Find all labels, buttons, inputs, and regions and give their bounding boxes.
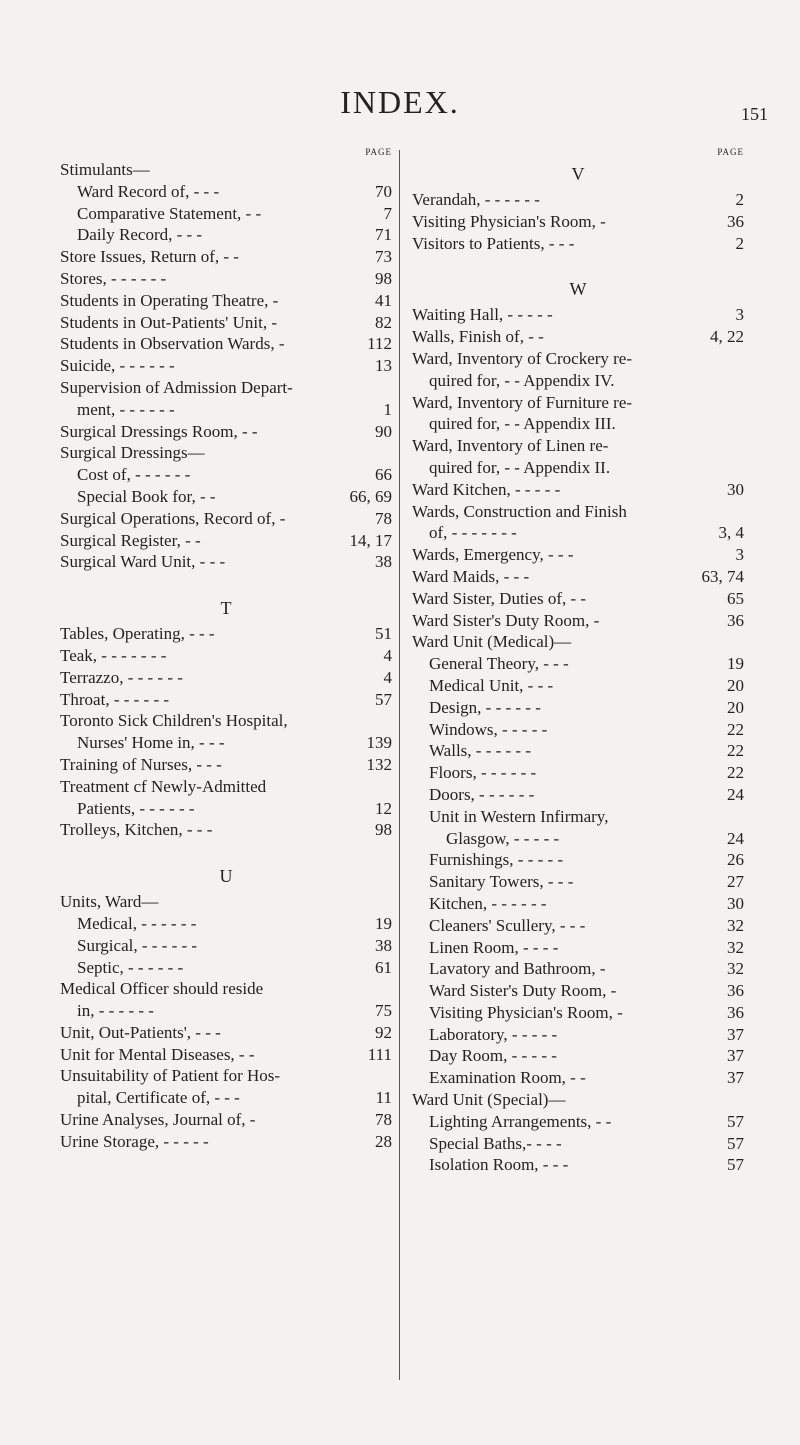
index-entry: [412, 189, 744, 211]
entry-page: 111: [367, 1044, 392, 1064]
entry-text: Urine Analyses, Journal of, -: [60, 1110, 256, 1130]
index-entry: [412, 719, 744, 741]
entry-page: 13: [375, 356, 392, 376]
page-column-label: PAGE: [717, 147, 744, 157]
entry-text: General Theory, - - -: [429, 654, 569, 674]
index-entry: [412, 413, 744, 435]
entry-page: 11: [375, 1088, 392, 1108]
index-entry: [60, 710, 392, 732]
index-entry: [412, 980, 744, 1002]
index-entry: [412, 675, 744, 697]
index-entry: [60, 377, 392, 399]
section-gap: [412, 254, 744, 274]
entry-page: 27: [727, 872, 744, 892]
index-entry: [412, 233, 744, 255]
index-entry: [60, 442, 392, 464]
entry-page: 3, 4: [718, 523, 744, 543]
index-entry: [60, 312, 392, 334]
entry-text: Day Room, - - - - -: [429, 1046, 557, 1066]
entry-text: Ward Unit (Special)—: [412, 1090, 566, 1110]
index-entry: [60, 246, 392, 268]
index-entry: [412, 653, 744, 675]
entry-page: 28: [375, 1131, 392, 1151]
index-entry: [412, 893, 744, 915]
index-entry: [412, 871, 744, 893]
index-entry: [412, 740, 744, 762]
index-entry: [60, 290, 392, 312]
section-letter: T: [220, 598, 232, 619]
entry-page: 7: [383, 203, 392, 223]
entry-text: Visiting Physician's Room, -: [429, 1002, 623, 1022]
entry-page: 36: [727, 610, 744, 630]
index-entry: [60, 798, 392, 820]
entry-text: Ward Unit (Medical)—: [412, 632, 572, 652]
entry-text: Examination Room, - -: [429, 1068, 586, 1088]
index-entry: [412, 1002, 744, 1024]
index-column-left: [60, 145, 392, 1153]
index-entry: [412, 392, 744, 414]
index-entry: [412, 1111, 744, 1133]
page-column-label: PAGE: [365, 147, 392, 157]
index-entry: [412, 915, 744, 937]
entry-page: 20: [727, 675, 744, 695]
entry-text: pital, Certificate of, - - -: [77, 1088, 240, 1108]
entry-text: Comparative Statement, - -: [77, 203, 262, 223]
index-entry: [412, 937, 744, 959]
entry-page: 98: [375, 820, 392, 840]
entry-text: Unit, Out-Patients', - - -: [60, 1022, 221, 1042]
entry-text: Surgical Ward Unit, - - -: [60, 552, 226, 572]
index-entry: [60, 1087, 392, 1109]
entry-page: 22: [727, 719, 744, 739]
entry-text: Tables, Operating, - - -: [60, 624, 215, 644]
index-entry: [412, 1133, 744, 1155]
entry-text: Medical Officer should reside: [60, 979, 264, 999]
index-column-right: [412, 145, 744, 1176]
entry-page: 3: [735, 305, 744, 325]
entry-page: 65: [727, 588, 744, 608]
index-entry: [60, 159, 392, 181]
entry-text: ment, - - - - - -: [77, 399, 175, 419]
entry-page: 32: [727, 915, 744, 935]
index-entry: [412, 211, 744, 233]
entry-text: Septic, - - - - - -: [77, 957, 184, 977]
entry-text: Ward, Inventory of Crockery re-: [412, 348, 633, 368]
index-entry: [60, 508, 392, 530]
index-entry: [412, 1089, 744, 1111]
index-entry: [60, 667, 392, 689]
entry-text: Special Baths,- - - -: [429, 1133, 562, 1153]
index-entry: [412, 326, 744, 348]
entry-page: 14, 17: [349, 530, 392, 550]
entry-page: 36: [727, 981, 744, 1001]
index-entry: [60, 486, 392, 508]
entry-page: 37: [727, 1046, 744, 1066]
index-entry: [60, 355, 392, 377]
index-entry: [60, 891, 392, 913]
index-entry: [60, 1022, 392, 1044]
entry-text: Ward Maids, - - -: [412, 566, 530, 586]
index-entry: [60, 530, 392, 552]
index-entry: [60, 1131, 392, 1153]
index-entry: [60, 333, 392, 355]
entry-page: 36: [727, 1002, 744, 1022]
entry-text: Stores, - - - - - -: [60, 268, 167, 288]
entry-text: Medical, - - - - - -: [77, 913, 197, 933]
entry-text: Ward, Inventory of Furniture re-: [412, 392, 633, 412]
entry-page: 30: [727, 893, 744, 913]
index-entry: [412, 522, 744, 544]
index-entry: [60, 754, 392, 776]
index-entry: [412, 566, 744, 588]
index-entry: [412, 697, 744, 719]
index-entry: [412, 479, 744, 501]
entry-text: Verandah, - - - - - -: [412, 190, 540, 209]
section-gap: [60, 841, 392, 861]
index-entry: [412, 348, 744, 370]
index-entry: [412, 1067, 744, 1089]
entry-page: 38: [375, 552, 392, 572]
entry-text: Walls, Finish of, - -: [412, 327, 544, 347]
entry-text: Surgical Register, - -: [60, 530, 201, 550]
entry-text: Walls, - - - - - -: [429, 741, 532, 761]
entry-page: 66, 69: [349, 486, 392, 506]
entry-text: Unit for Mental Diseases, - -: [60, 1044, 255, 1064]
index-entry: [60, 1065, 392, 1087]
entry-page: 24: [727, 784, 744, 804]
entry-page: 20: [727, 697, 744, 717]
entry-text: Visitors to Patients, - - -: [412, 233, 575, 253]
index-entry: [412, 588, 744, 610]
entry-text: Throat, - - - - - -: [60, 689, 170, 709]
index-entry: [412, 1154, 744, 1176]
entry-text: Students in Out-Patients' Unit, -: [60, 312, 277, 332]
entry-text: Units, Ward—: [60, 892, 159, 912]
entry-page: 1: [383, 399, 392, 419]
entry-text: Ward Kitchen, - - - - -: [412, 479, 561, 499]
entry-text: Floors, - - - - - -: [429, 763, 537, 783]
entry-page: 132: [366, 754, 392, 774]
entry-text: Cost of, - - - - - -: [77, 465, 191, 485]
entry-text: in, - - - - - -: [77, 1001, 154, 1021]
section-letter: V: [571, 164, 585, 184]
entry-text: Urine Storage, - - - - -: [60, 1131, 209, 1151]
entry-page: 63, 74: [701, 566, 744, 586]
entry-page: 2: [735, 233, 744, 253]
entry-text: Teak, - - - - - - -: [60, 645, 167, 665]
entry-page: 22: [727, 763, 744, 783]
entry-text: Kitchen, - - - - - -: [429, 893, 547, 913]
entry-text: Sanitary Towers, - - -: [429, 872, 574, 892]
entry-text: Trolleys, Kitchen, - - -: [60, 820, 213, 840]
entry-text: Unit in Western Infirmary,: [429, 806, 609, 826]
index-entry: [60, 776, 392, 798]
entry-text: Visiting Physician's Room, -: [412, 211, 606, 231]
entry-text: Laboratory, - - - - -: [429, 1024, 558, 1044]
entry-text: Wards, Emergency, - - -: [412, 545, 574, 565]
entry-page: 36: [727, 211, 744, 231]
entry-page: 66: [375, 465, 392, 485]
entry-text: quired for, - - Appendix II.: [429, 457, 611, 477]
entry-page: 32: [727, 937, 744, 957]
entry-page: 82: [375, 312, 392, 332]
index-entry: [60, 732, 392, 754]
entry-text: Surgical, - - - - - -: [77, 935, 198, 955]
index-entry: [412, 370, 744, 392]
entry-text: Stimulants—: [60, 160, 150, 179]
entry-text: quired for, - - Appendix III.: [429, 414, 616, 434]
entry-page: 71: [375, 225, 392, 245]
entry-text: Wards, Construction and Finish: [412, 501, 627, 521]
entry-page: 4, 22: [710, 327, 744, 347]
entry-page: 32: [727, 959, 744, 979]
entry-page: 37: [727, 1068, 744, 1088]
entry-page: 26: [727, 850, 744, 870]
entry-text: Ward Sister's Duty Room, -: [429, 981, 617, 1001]
entry-text: Ward, Inventory of Linen re-: [412, 436, 609, 456]
entry-text: Supervision of Admission Depart-: [60, 377, 293, 397]
entry-text: Treatment cf Newly-Admitted: [60, 776, 267, 796]
section-letter: U: [219, 866, 233, 887]
entry-page: 19: [727, 654, 744, 674]
index-entry: [60, 623, 392, 645]
entry-page: 90: [375, 421, 392, 441]
index-entry: [60, 689, 392, 711]
entry-text: Windows, - - - - -: [429, 719, 548, 739]
index-entry: [60, 1000, 392, 1022]
entry-page: 75: [375, 1001, 392, 1021]
entry-text: Furnishings, - - - - -: [429, 850, 564, 870]
entry-text: Glasgow, - - - - -: [446, 828, 560, 848]
index-entry: [412, 828, 744, 850]
entry-page: 3: [735, 545, 744, 565]
index-entry: [60, 268, 392, 290]
page-title: INDEX.: [340, 84, 460, 120]
entry-page: 70: [375, 181, 392, 201]
entry-text: Lavatory and Bathroom, -: [429, 959, 606, 979]
index-entry: [60, 1109, 392, 1131]
entry-text: Surgical Dressings Room, - -: [60, 421, 258, 441]
entry-text: Patients, - - - - - -: [77, 798, 195, 818]
index-entry: [60, 203, 392, 225]
section-letter: W: [569, 279, 587, 300]
entry-text: Surgical Operations, Record of, -: [60, 508, 286, 528]
index-entry: [60, 464, 392, 486]
entry-page: 57: [727, 1155, 744, 1175]
entry-text: Suicide, - - - - - -: [60, 356, 175, 376]
section-gap: [60, 573, 392, 593]
entry-text: Unsuitability of Patient for Hos-: [60, 1066, 281, 1086]
entry-page: 61: [375, 957, 392, 977]
entry-page: 22: [727, 741, 744, 761]
entry-page: 112: [367, 334, 392, 354]
index-entry: [60, 421, 392, 443]
entry-page: 98: [375, 268, 392, 288]
index-entry: [412, 457, 744, 479]
entry-text: Special Book for, - -: [77, 486, 216, 506]
entry-text: Daily Record, - - -: [77, 225, 203, 245]
entry-page: 78: [375, 508, 392, 528]
index-entry: [412, 435, 744, 457]
entry-text: Linen Room, - - - -: [429, 937, 559, 957]
index-entry: [412, 501, 744, 523]
entry-text: Doors, - - - - - -: [429, 784, 535, 804]
entry-text: Students in Observation Wards, -: [60, 334, 285, 354]
index-entry: [412, 1024, 744, 1046]
entry-page: 4: [383, 667, 392, 687]
index-entry: [412, 304, 744, 326]
entry-text: of, - - - - - - -: [429, 523, 517, 543]
index-entry: [412, 631, 744, 653]
entry-text: Surgical Dressings—: [60, 443, 205, 463]
entry-text: Training of Nurses, - - -: [60, 754, 222, 774]
entry-text: Waiting Hall, - - - - -: [412, 305, 553, 325]
entry-text: Lighting Arrangements, - -: [429, 1111, 612, 1131]
entry-page: 51: [375, 624, 392, 644]
index-entry: [60, 645, 392, 667]
entry-page: 38: [375, 935, 392, 955]
index-entry: [60, 181, 392, 203]
index-entry: [412, 784, 744, 806]
index-entry: [412, 762, 744, 784]
entry-page: 41: [375, 290, 392, 310]
index-entry: [60, 1044, 392, 1066]
column-divider: [399, 150, 400, 1380]
entry-text: Nurses' Home in, - - -: [77, 733, 225, 753]
entry-page: 30: [727, 479, 744, 499]
entry-page: 12: [375, 798, 392, 818]
index-entry: [412, 610, 744, 632]
index-entries-right: [412, 159, 744, 1176]
entry-page: 92: [375, 1022, 392, 1042]
index-entry: [412, 849, 744, 871]
entry-text: Toronto Sick Children's Hospital,: [60, 711, 288, 731]
entry-page: 4: [383, 645, 392, 665]
index-entry: [60, 819, 392, 841]
entry-text: Ward Sister, Duties of, - -: [412, 588, 587, 608]
entry-text: Isolation Room, - - -: [429, 1155, 569, 1175]
index-entry: [60, 913, 392, 935]
index-entry: [412, 806, 744, 828]
entry-page: 24: [727, 828, 744, 848]
index-entry: [60, 224, 392, 246]
entry-page: 57: [727, 1133, 744, 1153]
index-entry: [412, 544, 744, 566]
index-entry: [60, 935, 392, 957]
entry-text: Design, - - - - - -: [429, 697, 541, 717]
entry-page: 2: [735, 190, 744, 209]
entry-page: 57: [375, 689, 392, 709]
entry-text: quired for, - - Appendix IV.: [429, 370, 615, 390]
index-entries-left: [60, 159, 392, 1153]
entry-page: 37: [727, 1024, 744, 1044]
entry-text: Students in Operating Theatre, -: [60, 290, 279, 310]
index-entry: [60, 978, 392, 1000]
entry-page: 19: [375, 913, 392, 933]
entry-text: Ward Record of, - - -: [77, 181, 220, 201]
entry-page: 57: [727, 1111, 744, 1131]
page-number: 151: [741, 104, 768, 124]
index-entry: [412, 1045, 744, 1067]
entry-page: 78: [375, 1110, 392, 1130]
index-entry: [60, 399, 392, 421]
entry-page: 139: [366, 733, 392, 753]
entry-text: Store Issues, Return of, - -: [60, 247, 239, 267]
entry-text: Cleaners' Scullery, - - -: [429, 915, 586, 935]
entry-text: Ward Sister's Duty Room, -: [412, 610, 600, 630]
entry-page: 73: [375, 247, 392, 267]
index-entry: [412, 958, 744, 980]
index-entry: [60, 551, 392, 573]
index-entry: [60, 957, 392, 979]
entry-text: Terrazzo, - - - - - -: [60, 667, 183, 687]
entry-text: Medical Unit, - - -: [429, 675, 554, 695]
